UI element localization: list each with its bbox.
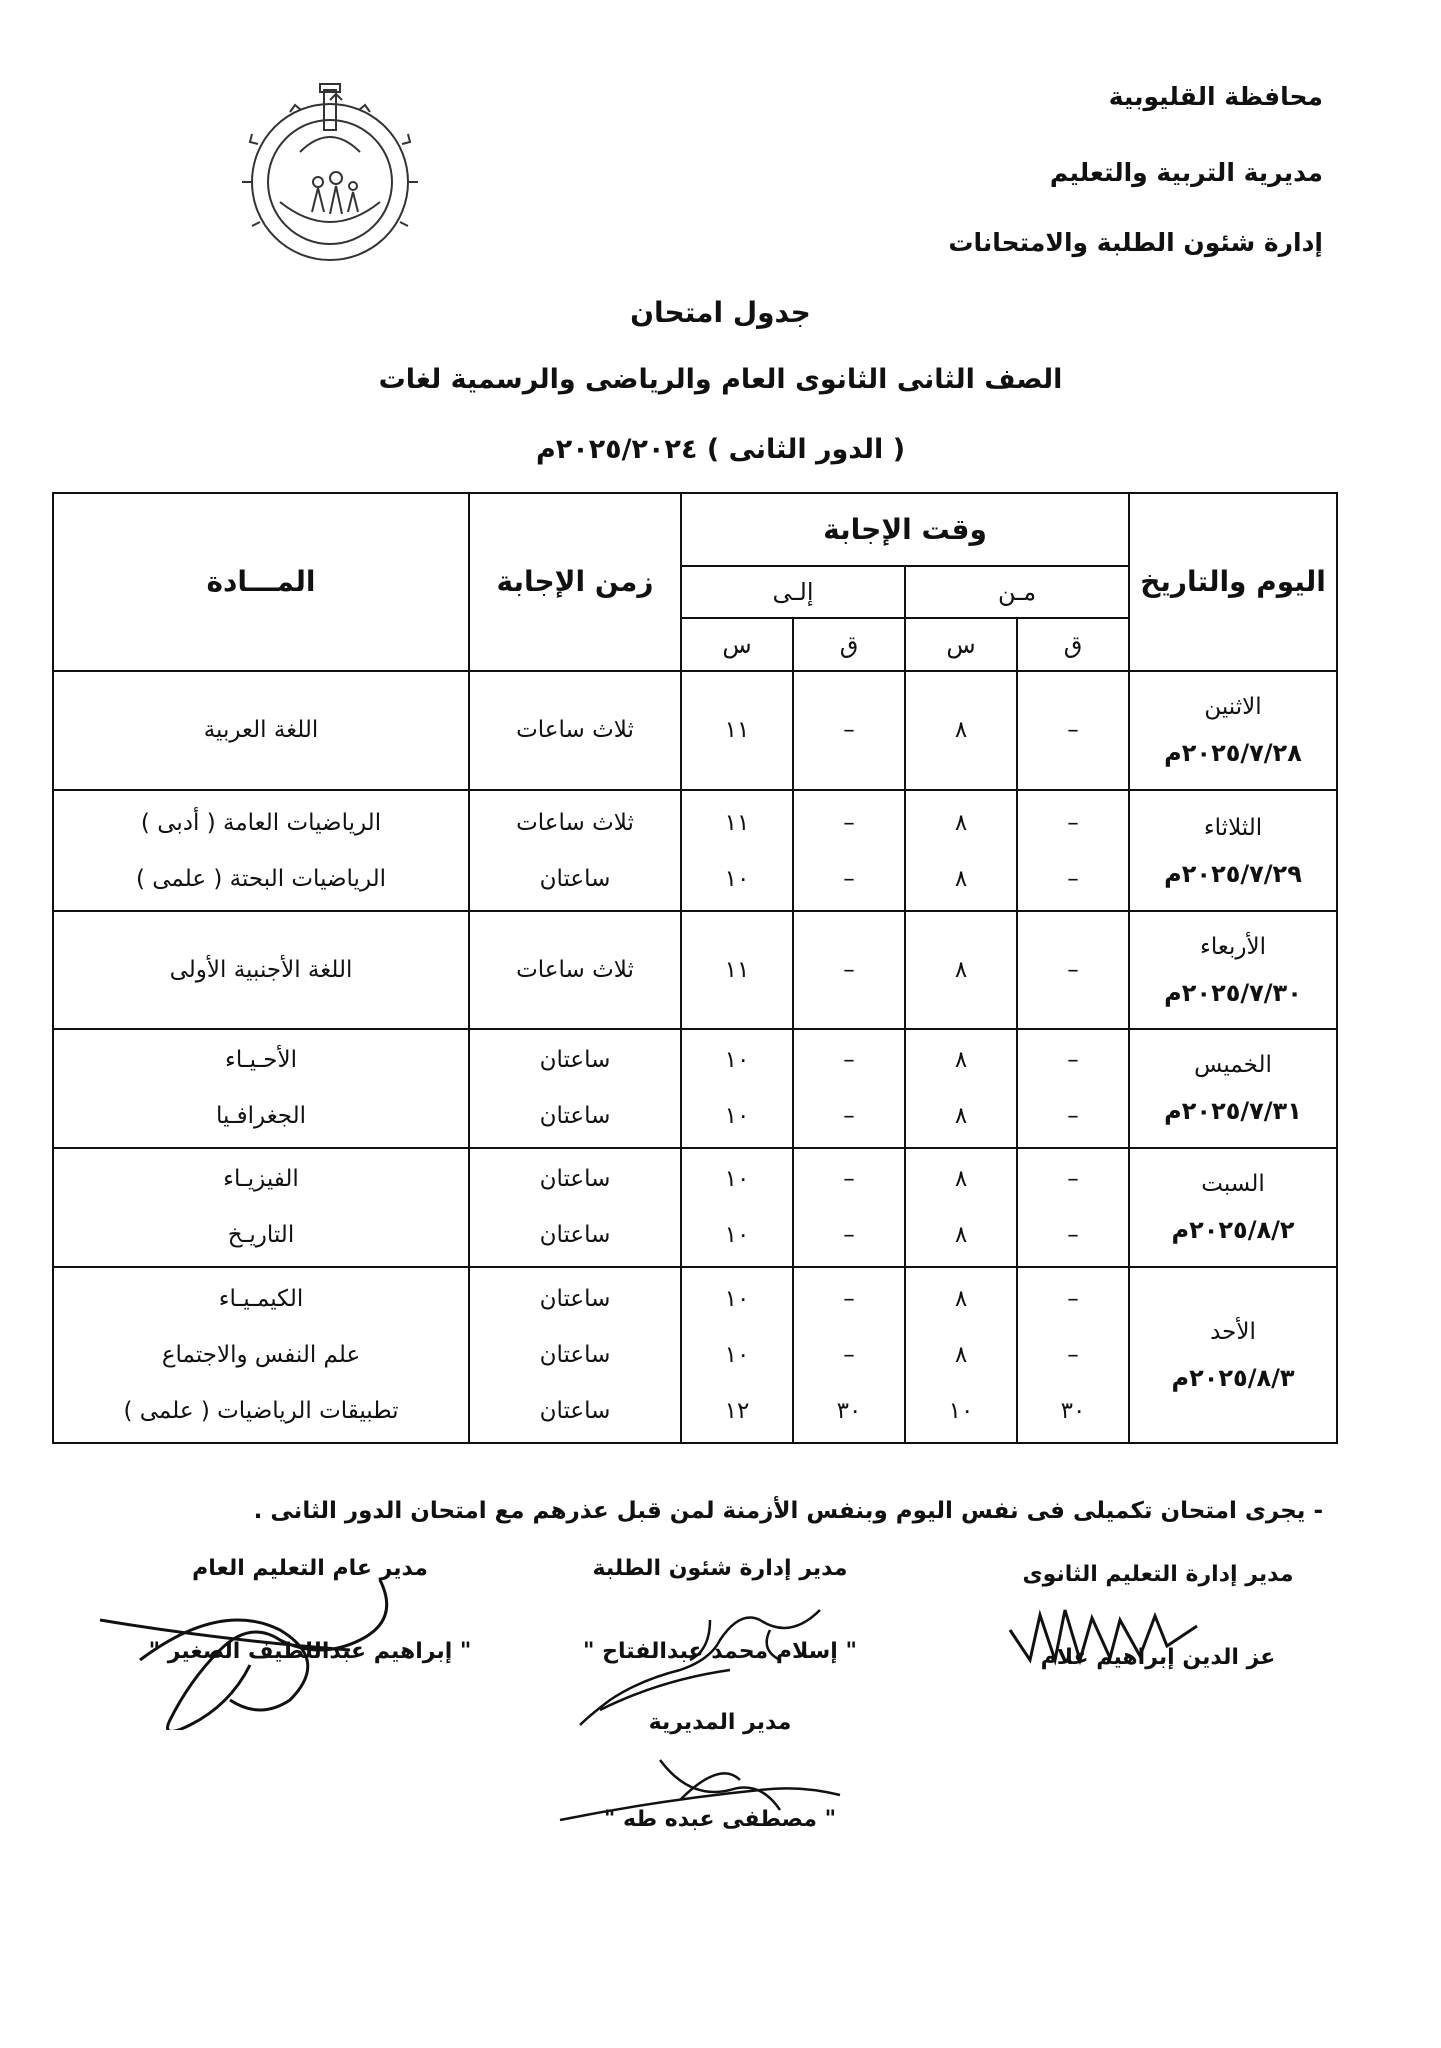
duration: ساعتان <box>539 1286 611 1313</box>
signature-title: مدير المديرية <box>648 1710 792 1735</box>
day-date-cell <box>1129 1148 1337 1267</box>
subject: التاريـخ <box>227 1222 295 1249</box>
header-duration: زمن الإجابة <box>469 493 681 671</box>
to-hour: ١٠ <box>724 1103 750 1130</box>
duration-cell <box>469 911 681 1028</box>
from-minute: – <box>1067 865 1079 892</box>
day-name: الأربعاء <box>1200 933 1266 960</box>
from-hour-cell <box>905 1029 1017 1148</box>
from-hour: ٨ <box>954 1286 968 1313</box>
header-to: إلـى <box>681 566 905 619</box>
duration-cell <box>469 1029 681 1148</box>
day-name: الخميس <box>1194 1052 1272 1079</box>
exam-date: ٢٠٢٥/٧/٢٩م <box>1164 859 1302 888</box>
from-minute: – <box>1067 1103 1079 1130</box>
duration: ثلاث ساعات <box>516 956 634 983</box>
from-minute: ٣٠ <box>1060 1398 1086 1425</box>
subject: الفيزيـاء <box>223 1166 299 1193</box>
from-minute: – <box>1067 1047 1079 1074</box>
from-hour-cell <box>905 671 1017 790</box>
to-hour: ١٠ <box>724 1166 750 1193</box>
from-minute: – <box>1067 1166 1079 1193</box>
from-hour: ٨ <box>954 1047 968 1074</box>
duration: ساعتان <box>539 1222 611 1249</box>
from-minute-cell <box>1017 790 1129 911</box>
to-hour: ١٠ <box>724 1047 750 1074</box>
directorate-label: مديرية التربية والتعليم <box>1049 158 1323 187</box>
duration-cell <box>469 790 681 911</box>
table-row <box>53 1267 1337 1443</box>
from-hour: ٨ <box>954 1222 968 1249</box>
to-minute-cell <box>793 1267 905 1443</box>
exam-date: ٢٠٢٥/٧/٣٠م <box>1164 978 1302 1007</box>
table-row <box>53 1148 1337 1267</box>
term-year-subtitle: ( الدور الثانى ) ٢٠٢٥/٢٠٢٤م <box>535 434 906 465</box>
subject-cell <box>53 1029 469 1148</box>
to-minute-cell <box>793 1029 905 1148</box>
from-minute-cell <box>1017 911 1129 1028</box>
from-minute: – <box>1067 717 1079 744</box>
duration-cell <box>469 671 681 790</box>
grade-subtitle: الصف الثانى الثانوى العام والرياضى والرسمية لغات <box>378 364 1063 395</box>
from-hour: ٨ <box>954 717 968 744</box>
from-hour: ٨ <box>954 1166 968 1193</box>
handwritten-signature-directorate <box>540 1740 860 1840</box>
subject: الجغرافـيا <box>215 1103 307 1130</box>
day-date-cell <box>1129 671 1337 790</box>
to-hour: ١١ <box>724 809 750 836</box>
handwritten-signature-secondary <box>1000 1590 1260 1670</box>
to-minute: – <box>843 1222 855 1249</box>
schedule-title: جدول امتحان <box>630 296 811 329</box>
from-minute-cell <box>1017 671 1129 790</box>
header-to-minute: ق <box>793 618 905 671</box>
to-minute: – <box>843 1166 855 1193</box>
from-hour: ٨ <box>954 865 968 892</box>
from-hour: ١٠ <box>948 1398 974 1425</box>
to-hour: ١١ <box>724 717 750 744</box>
day-name: السبت <box>1201 1171 1265 1198</box>
to-hour: ١٠ <box>724 865 750 892</box>
to-minute: – <box>843 809 855 836</box>
from-hour: ٨ <box>954 1103 968 1130</box>
day-name: الاثنين <box>1204 694 1262 721</box>
duration: ثلاث ساعات <box>516 717 634 744</box>
to-hour: ١٢ <box>724 1398 750 1425</box>
directorate-seal-logo <box>230 82 430 267</box>
subject-cell <box>53 790 469 911</box>
header-from-minute: ق <box>1017 618 1129 671</box>
from-hour: ٨ <box>954 1342 968 1369</box>
subject-cell <box>53 1267 469 1443</box>
duration: ثلاث ساعات <box>516 809 634 836</box>
from-minute-cell <box>1017 1148 1129 1267</box>
to-hour-cell <box>681 1148 793 1267</box>
to-hour: ١٠ <box>724 1286 750 1313</box>
signature-name: " مصطفى عبده طه " <box>603 1807 837 1832</box>
to-minute-cell <box>793 1148 905 1267</box>
subject: اللغة العربية <box>203 717 319 744</box>
to-hour: ١٠ <box>724 1342 750 1369</box>
duration-cell <box>469 1148 681 1267</box>
duration: ساعتان <box>539 865 611 892</box>
to-minute: – <box>843 717 855 744</box>
from-minute-cell <box>1017 1029 1129 1148</box>
from-hour: ٨ <box>954 956 968 983</box>
day-name: الأحد <box>1210 1319 1256 1346</box>
signature-name: " إبراهيم عبداللطيف الصغير " <box>148 1639 472 1664</box>
table-row <box>53 911 1337 1028</box>
from-minute: – <box>1067 1222 1079 1249</box>
to-minute: – <box>843 956 855 983</box>
to-minute-cell <box>793 671 905 790</box>
signature-name: " إسلام محمد عبدالفتاح " <box>583 1639 857 1664</box>
signature-title: مدير عام التعليم العام <box>192 1556 428 1581</box>
day-date-cell <box>1129 911 1337 1028</box>
day-date-cell <box>1129 1029 1337 1148</box>
exam-date: ٢٠٢٥/٧/٣١م <box>1164 1097 1302 1126</box>
to-hour-cell <box>681 671 793 790</box>
header-from-hour: س <box>905 618 1017 671</box>
handwritten-signature-students <box>560 1590 860 1730</box>
duration: ساعتان <box>539 1103 611 1130</box>
supplementary-exam-note: - يجرى امتحان تكميلى فى نفس اليوم وبنفس الأزمنة لمن قبل عذرهم مع امتحان الدور الثانى . <box>253 1498 1323 1524</box>
subject-cell <box>53 671 469 790</box>
to-minute: – <box>843 1342 855 1369</box>
to-minute: – <box>843 1103 855 1130</box>
handwritten-signature-general <box>80 1560 430 1730</box>
header-from: مـن <box>905 566 1129 619</box>
department-label: إدارة شئون الطلبة والامتحانات <box>948 228 1323 257</box>
subject: اللغة الأجنبية الأولى <box>169 956 353 983</box>
subject: تطبيقات الرياضيات ( علمى ) <box>123 1398 399 1425</box>
signature-name: عز الدين إبراهيم علام <box>1040 1645 1276 1670</box>
header-day-date: اليوم والتاريخ <box>1129 493 1337 671</box>
subject-cell <box>53 911 469 1028</box>
from-minute: – <box>1067 956 1079 983</box>
subject: الكيمـيـاء <box>218 1286 304 1313</box>
to-minute: – <box>843 1047 855 1074</box>
to-hour: ١٠ <box>724 1222 750 1249</box>
from-hour-cell <box>905 1267 1017 1443</box>
from-hour-cell <box>905 790 1017 911</box>
subject: الرياضيات البحتة ( علمى ) <box>135 865 387 892</box>
exam-date: ٢٠٢٥/٨/٢م <box>1171 1216 1295 1245</box>
table-row <box>53 1029 1337 1148</box>
to-hour-cell <box>681 911 793 1028</box>
to-minute: – <box>843 865 855 892</box>
from-minute: – <box>1067 1342 1079 1369</box>
exam-date: ٢٠٢٥/٨/٣م <box>1171 1364 1295 1393</box>
to-minute-cell <box>793 790 905 911</box>
from-hour: ٨ <box>954 809 968 836</box>
to-hour-cell <box>681 1267 793 1443</box>
table-row <box>53 790 1337 911</box>
table-row <box>53 671 1337 790</box>
from-hour-cell <box>905 1148 1017 1267</box>
to-hour: ١١ <box>724 956 750 983</box>
duration: ساعتان <box>539 1166 611 1193</box>
exam-date: ٢٠٢٥/٧/٢٨م <box>1164 739 1302 768</box>
day-date-cell <box>1129 1267 1337 1443</box>
duration-cell <box>469 1267 681 1443</box>
from-hour-cell <box>905 911 1017 1028</box>
subject: الأحـيـاء <box>225 1047 297 1074</box>
duration: ساعتان <box>539 1398 611 1425</box>
from-minute: – <box>1067 1286 1079 1313</box>
governorate-label: محافظة القليوبية <box>1108 82 1323 111</box>
from-minute: – <box>1067 809 1079 836</box>
signature-title: مدير إدارة التعليم الثانوى <box>1022 1562 1294 1587</box>
exam-schedule-table <box>52 492 1338 1444</box>
signature-title: مدير إدارة شئون الطلبة <box>592 1556 848 1581</box>
subject: الرياضيات العامة ( أدبى ) <box>140 809 382 836</box>
duration: ساعتان <box>539 1047 611 1074</box>
to-hour-cell <box>681 1029 793 1148</box>
header-answer-time: وقت الإجابة <box>681 493 1129 566</box>
header-to-hour: س <box>681 618 793 671</box>
header-subject: المـــادة <box>53 493 469 671</box>
to-hour-cell <box>681 790 793 911</box>
to-minute: ٣٠ <box>836 1398 862 1425</box>
day-date-cell <box>1129 790 1337 911</box>
subject: علم النفس والاجتماع <box>161 1342 361 1369</box>
to-minute-cell <box>793 911 905 1028</box>
day-name: الثلاثاء <box>1203 814 1263 841</box>
to-minute: – <box>843 1286 855 1313</box>
duration: ساعتان <box>539 1342 611 1369</box>
subject-cell <box>53 1148 469 1267</box>
from-minute-cell <box>1017 1267 1129 1443</box>
